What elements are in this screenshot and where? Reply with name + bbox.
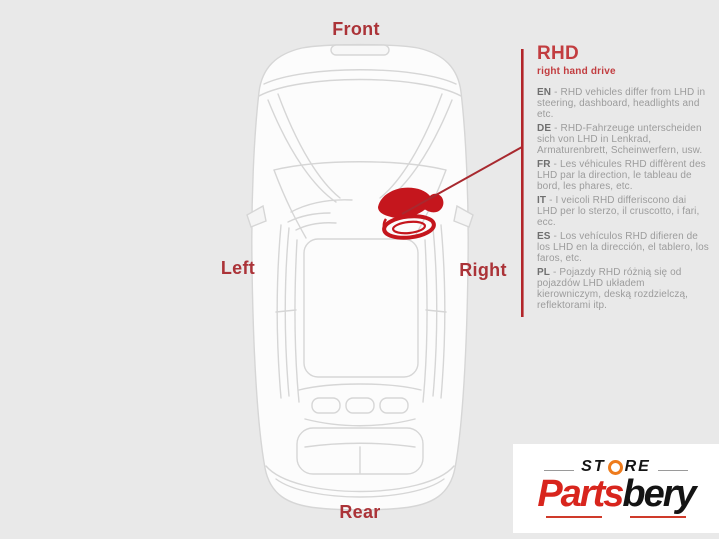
brand-underline-right (630, 516, 686, 518)
entry-text-es: Los vehículos RHD difieren de los LHD en la dirección, el tablero, los faros, etc. (537, 230, 709, 264)
callout-entry-de (537, 123, 709, 156)
separator: - (554, 86, 558, 98)
brand-parts: Parts (537, 473, 623, 516)
lang-code-de: DE (537, 122, 552, 134)
store-text-st: ST (581, 458, 606, 476)
entry-text-fr: Les véhicules RHD diffèrent des LHD par la direction, le tableau de bord, les phares, etc. (537, 158, 706, 192)
separator: - (554, 122, 558, 134)
entry-text-it: I veicoli RHD differiscono dai LHD per lo sterzo, il cruscotto, i fari, ecc. (537, 194, 700, 228)
label-front: Front (332, 19, 380, 39)
store-flank-line-right (658, 470, 688, 471)
entry-text-en: RHD vehicles differ from LHD in steering, dashboard, headlights and etc. (537, 86, 706, 120)
label-right: Right (459, 260, 507, 280)
entry-text-de: RHD-Fahrzeuge unterscheiden sich von LHD in Lenkrad, Armaturenbrett, Scheinwerfern, usw. (537, 122, 703, 156)
callout-entry-en (537, 87, 709, 120)
callout-entry-es (537, 231, 709, 264)
separator: - (552, 266, 557, 278)
separator: - (553, 230, 557, 242)
lang-code-fr: FR (537, 158, 551, 170)
callout-subtitle: right hand drive (537, 65, 616, 77)
partsbery-store-logo (513, 444, 719, 533)
callout-entry-pl (537, 267, 709, 311)
rhd-callout (537, 44, 709, 314)
lang-code-pl: PL (537, 266, 550, 278)
callout-entry-fr (537, 159, 709, 192)
callout-entry-it (537, 195, 709, 228)
label-left: Left (220, 258, 256, 278)
brand-wordmark (537, 473, 695, 516)
lang-code-es: ES (537, 230, 551, 242)
store-text-re: RE (624, 458, 651, 476)
label-rear: Rear (339, 502, 381, 522)
store-flank-line-left (544, 470, 574, 471)
lang-code-it: IT (537, 194, 547, 206)
lang-code-en: EN (537, 86, 552, 98)
brand-bery: bery (622, 473, 695, 516)
brand-underline-row (532, 516, 700, 518)
separator: - (553, 158, 557, 170)
entry-text-pl: Pojazdy RHD różnią się od pojazdów LHD układem kierowniczym, deską rozdzielczą, reflektorami itp. (537, 266, 689, 311)
separator: - (549, 194, 553, 206)
brand-underline-left (546, 516, 602, 518)
callout-title: RHD (537, 43, 580, 64)
